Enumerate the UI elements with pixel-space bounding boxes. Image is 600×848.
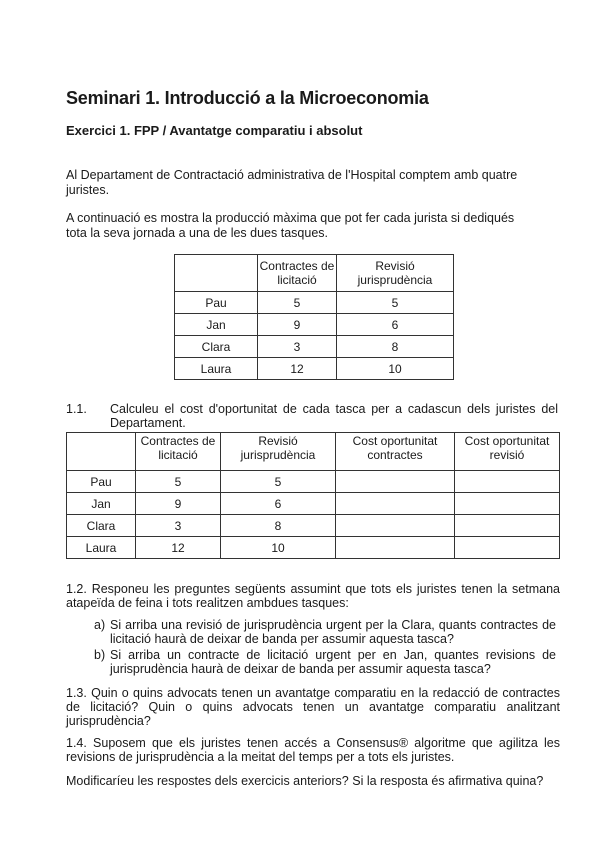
question-1-4: 1.4. Suposem que els juristes tenen accés a Consensus® algoritme que agilitza les revisions de jurisprudència a la meitat del temps per a tots els juristes. bbox=[66, 736, 560, 764]
table-cell: Pau bbox=[67, 471, 136, 493]
header-cell: Revisió jurisprudència bbox=[337, 255, 454, 292]
question-1-3: 1.3. Quin o quins advocats tenen un avantatge comparatiu en la redacció de contractes de licitació? Quin o quins advocats tenen un avantatge comparatiu analitzant jurisprudència? bbox=[66, 686, 560, 728]
header-cell: Contractes de licitació bbox=[258, 255, 337, 292]
table-cell: Clara bbox=[67, 515, 136, 537]
table-cell: 3 bbox=[258, 336, 337, 358]
question-1-4-followup: Modificaríeu les respostes dels exercicis anteriors? Si la resposta és afirmativa quina? bbox=[66, 774, 544, 788]
table-cell: Pau bbox=[175, 292, 258, 314]
question-1-1 bbox=[66, 402, 560, 430]
item-label: a) bbox=[94, 618, 106, 632]
table-cell: 5 bbox=[136, 471, 221, 493]
opportunity-cost-table-header bbox=[67, 433, 560, 471]
item-text: Si arriba una revisió de jurisprudència urgent per la Clara, quants contractes de licitació haurà de deixar de banda per assumir aquesta tasca? bbox=[110, 618, 556, 646]
production-table-header bbox=[175, 255, 454, 292]
item-text: Si arriba un contracte de licitació urgent per en Jan, quantes revisions de jurisprudència haurà de deixar de banda per assumir aquesta tasca? bbox=[110, 648, 556, 676]
table-cell-empty bbox=[455, 493, 560, 515]
table-row bbox=[67, 471, 560, 493]
question-1-2-a bbox=[94, 618, 560, 646]
table-cell-empty bbox=[336, 471, 455, 493]
table-cell: Jan bbox=[175, 314, 258, 336]
table-cell: Laura bbox=[175, 358, 258, 380]
page-title: Seminari 1. Introducció a la Microeconomia bbox=[66, 88, 429, 108]
intro-paragraph-1: Al Departament de Contractació administrativa de l'Hospital comptem amb quatre juristes. bbox=[66, 168, 518, 197]
table-row bbox=[175, 358, 454, 380]
table-cell-empty bbox=[336, 515, 455, 537]
table-row bbox=[67, 493, 560, 515]
table-cell: 3 bbox=[136, 515, 221, 537]
table-cell: 6 bbox=[221, 493, 336, 515]
item-label: b) bbox=[94, 648, 106, 662]
intro-paragraph-2: A continuació es mostra la producció màxima que pot fer cada jurista si dediqués tota la seva jornada a una de les dues tasques. bbox=[66, 211, 515, 240]
header-cell bbox=[175, 255, 258, 292]
question-1-2: 1.2. Responeu les preguntes següents assumint que tots els juristes tenen la setmana atapeïda de feina i tots realitzen ambdues tasques: bbox=[66, 582, 560, 610]
table-cell-empty bbox=[455, 537, 560, 559]
exercise-subtitle: Exercici 1. FPP / Avantatge comparatiu i absolut bbox=[66, 123, 363, 138]
header-cell: Contractes de licitació bbox=[136, 433, 221, 471]
header-cell: Cost oportunitat revisió bbox=[455, 433, 560, 471]
table-cell: 8 bbox=[221, 515, 336, 537]
table-cell: 12 bbox=[136, 537, 221, 559]
table-cell: 8 bbox=[337, 336, 454, 358]
table-cell: 10 bbox=[337, 358, 454, 380]
table-cell-empty bbox=[455, 471, 560, 493]
table-cell-empty bbox=[455, 515, 560, 537]
table-cell: 12 bbox=[258, 358, 337, 380]
table-cell: 9 bbox=[258, 314, 337, 336]
table-row bbox=[67, 515, 560, 537]
table-row bbox=[175, 336, 454, 358]
header-cell: Cost oportunitat contractes bbox=[336, 433, 455, 471]
header-cell bbox=[67, 433, 136, 471]
question-text: Calculeu el cost d'oportunitat de cada tasca per a cadascun dels juristes del Departament. bbox=[110, 402, 558, 430]
table-cell: 5 bbox=[258, 292, 337, 314]
table-cell-empty bbox=[336, 493, 455, 515]
question-number: 1.1. bbox=[66, 402, 87, 416]
table-cell: Clara bbox=[175, 336, 258, 358]
table-cell: Jan bbox=[67, 493, 136, 515]
table-cell: Laura bbox=[67, 537, 136, 559]
table-row bbox=[175, 292, 454, 314]
table-row bbox=[175, 314, 454, 336]
question-1-2-b bbox=[94, 648, 560, 676]
production-table bbox=[174, 254, 454, 380]
table-cell: 9 bbox=[136, 493, 221, 515]
table-cell: 5 bbox=[337, 292, 454, 314]
table-row bbox=[67, 537, 560, 559]
table-cell: 6 bbox=[337, 314, 454, 336]
table-cell: 5 bbox=[221, 471, 336, 493]
table-cell: 10 bbox=[221, 537, 336, 559]
table-cell-empty bbox=[336, 537, 455, 559]
opportunity-cost-table bbox=[66, 432, 560, 559]
header-cell: Revisió jurisprudència bbox=[221, 433, 336, 471]
